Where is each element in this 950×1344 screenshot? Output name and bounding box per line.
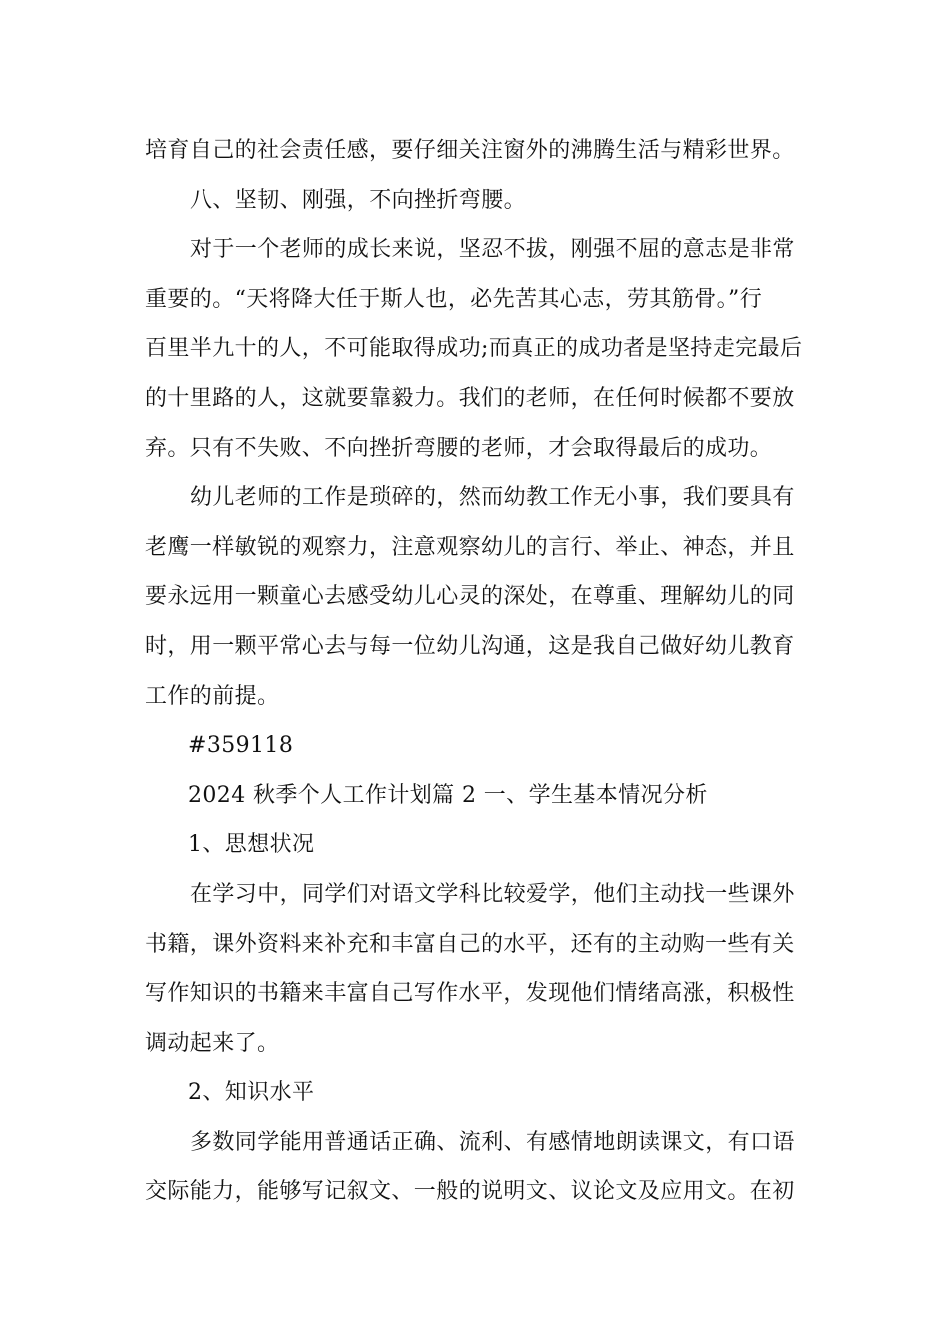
text-line: 多数同学能用普通话正确、流利、有感情地朗读课文，有口语 (190, 1129, 795, 1155)
text-line: 交际能力，能够写记叙文、一般的说明文、议论文及应用文。在初 (145, 1179, 795, 1205)
section-title: 2024 秋季个人工作计划篇 2 一、学生基本情况分析 (188, 782, 708, 808)
subsection-heading: 2、知识水平 (188, 1080, 315, 1106)
text-line: 培育自己的社会责任感，要仔细关注窗外的沸腾生活与精彩世界。 (145, 138, 795, 163)
subsection-heading: 1、思想状况 (188, 832, 315, 858)
text-line: 时，用一颗平常心去与每一位幼儿沟通，这是我自己做好幼儿教育 (145, 633, 795, 659)
text-line: 调动起来了。 (145, 1030, 280, 1056)
text-line: 工作的前提。 (145, 683, 280, 709)
text-line: 老鹰一样敏锐的观察力，注意观察幼儿的言行、举止、神态，并且 (145, 534, 795, 560)
text-line: 重要的。“天将降大任于斯人也，必先苦其心志，劳其筋骨。”行 (145, 286, 763, 312)
text-line: 幼儿老师的工作是琐碎的，然而幼教工作无小事，我们要具有 (190, 485, 795, 511)
text-line: 弃。只有不失败、不向挫折弯腰的老师，才会取得最后的成功。 (145, 435, 773, 461)
text-line: 在学习中，同学们对语文学科比较爱学，他们主动找一些课外 (190, 881, 795, 907)
text-line: 百里半九十的人，不可能取得成功;而真正的成功者是坚持走完最后 (145, 336, 803, 362)
document-body (145, 126, 810, 1217)
text-line: 书籍，课外资料来补充和丰富自己的水平，还有的主动购一些有关 (145, 931, 795, 957)
document-id: #359118 (188, 733, 294, 759)
section-heading: 八、坚韧、刚强，不向挫折弯腰。 (190, 187, 527, 213)
text-line: 写作知识的书籍来丰富自己写作水平，发现他们情绪高涨，积极性 (145, 981, 795, 1007)
text-line: 对于一个老师的成长来说，坚忍不拔，刚强不屈的意志是非常 (190, 237, 795, 263)
text-line: 要永远用一颗童心去感受幼儿心灵的深处，在尊重、理解幼儿的同 (145, 584, 795, 610)
text-line: 的十里路的人，这就要靠毅力。我们的老师，在任何时候都不要放 (145, 385, 795, 411)
